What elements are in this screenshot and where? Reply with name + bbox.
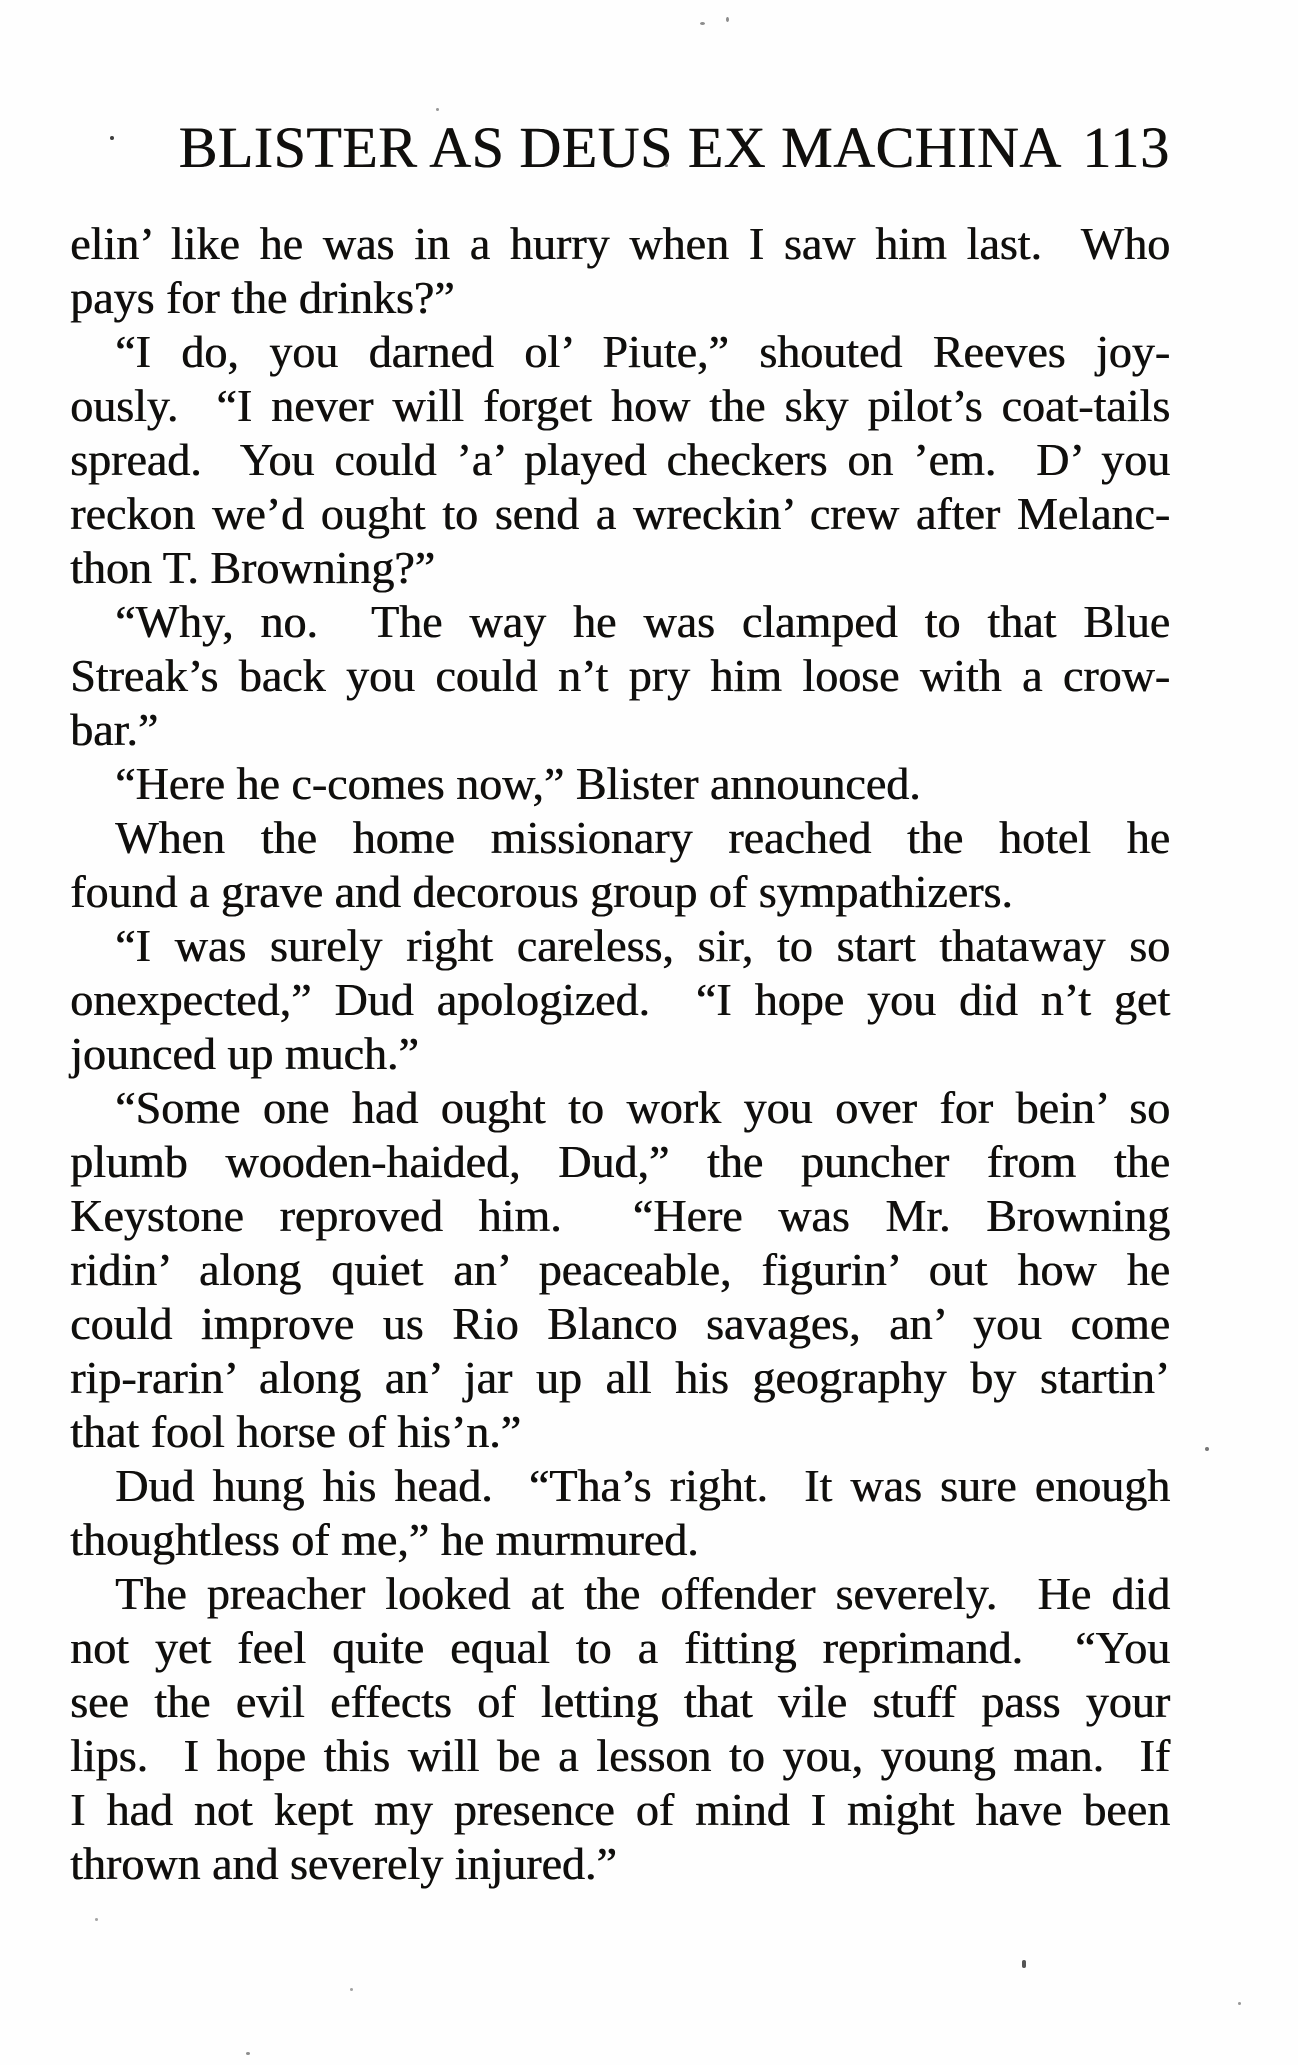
text-line: found a grave and decorous group of sympathizers. [70, 866, 1013, 917]
text-line: jounced up much.” [70, 1028, 419, 1079]
page-body [70, 217, 1170, 1891]
text-line: lips. I hope this will be a lesson to you, young man. If [70, 1730, 1170, 1781]
scan-speck [95, 1918, 98, 1921]
text-line: The preacher looked at the offender severely. He did [115, 1568, 1170, 1619]
text-line: “I was surely right careless, sir, to start thataway so [115, 920, 1170, 971]
scan-speck [700, 22, 705, 25]
text-line: I had not kept my presence of mind I might have been [70, 1784, 1170, 1835]
paragraph [70, 811, 1170, 919]
text-line: “Why, no. The way he was clamped to that Blue [115, 596, 1170, 647]
running-title: BLISTER AS DEUS EX MACHINA [178, 115, 1062, 180]
paragraph [70, 1459, 1170, 1567]
text-line: “Some one had ought to work you over for bein’ so [115, 1082, 1170, 1133]
paragraph [70, 919, 1170, 1081]
running-header [70, 115, 1170, 180]
text-line: could improve us Rio Blanco savages, an’ you come [70, 1298, 1170, 1349]
scan-speck [1205, 1447, 1209, 1451]
text-line: thoughtless of me,” he murmured. [70, 1514, 699, 1565]
paragraph [70, 757, 1170, 811]
text-line: “I do, you darned ol’ Piute,” shouted Reeves joy- [115, 326, 1170, 377]
text-line: Dud hung his head. “Tha’s right. It was sure enough [115, 1460, 1170, 1511]
text-line: Keystone reproved him. “Here was Mr. Browning [70, 1190, 1170, 1241]
scan-speck [1238, 2002, 1241, 2005]
text-line: onexpected,” Dud apologized. “I hope you did n’t get [70, 974, 1170, 1025]
scan-speck [1022, 1960, 1026, 1968]
page-number: 113 [1082, 115, 1170, 180]
text-line: spread. You could ’a’ played checkers on ’em. D’ you [70, 434, 1170, 485]
scan-speck [110, 136, 114, 140]
scan-speck [665, 164, 668, 167]
paragraph [70, 1567, 1170, 1891]
scan-speck [726, 17, 729, 22]
text-line: ously. “I never will forget how the sky pilot’s coat-tails [70, 380, 1170, 431]
paragraph [70, 1081, 1170, 1459]
text-line: ridin’ along quiet an’ peaceable, figurin’ out how he [70, 1244, 1170, 1295]
text-line: bar.” [70, 704, 159, 755]
text-line: Streak’s back you could n’t pry him loose with a crow- [70, 650, 1170, 701]
text-line: reckon we’d ought to send a wreckin’ crew after Melanc- [70, 488, 1170, 539]
text-line: “Here he c-comes now,” Blister announced. [115, 758, 921, 809]
paragraph [70, 217, 1170, 325]
paragraph [70, 325, 1170, 595]
text-line: not yet feel quite equal to a fitting reprimand. “You [70, 1622, 1170, 1673]
text-line: plumb wooden-haided, Dud,” the puncher from the [70, 1136, 1170, 1187]
text-line: see the evil effects of letting that vile stuff pass your [70, 1676, 1170, 1727]
scan-speck [246, 2052, 250, 2055]
text-line: thon T. Browning?” [70, 542, 435, 593]
text-line: rip-rarin’ along an’ jar up all his geography by startin’ [70, 1352, 1170, 1403]
text-line: thrown and severely injured.” [70, 1838, 617, 1889]
paragraph [70, 595, 1170, 757]
text-line: elin’ like he was in a hurry when I saw him last. Who [70, 218, 1170, 269]
text-line: When the home missionary reached the hotel he [115, 812, 1170, 863]
text-line: that fool horse of his’n.” [70, 1406, 521, 1457]
text-line: pays for the drinks?” [70, 272, 455, 323]
scan-speck [436, 108, 439, 111]
scan-speck [350, 1988, 353, 1991]
